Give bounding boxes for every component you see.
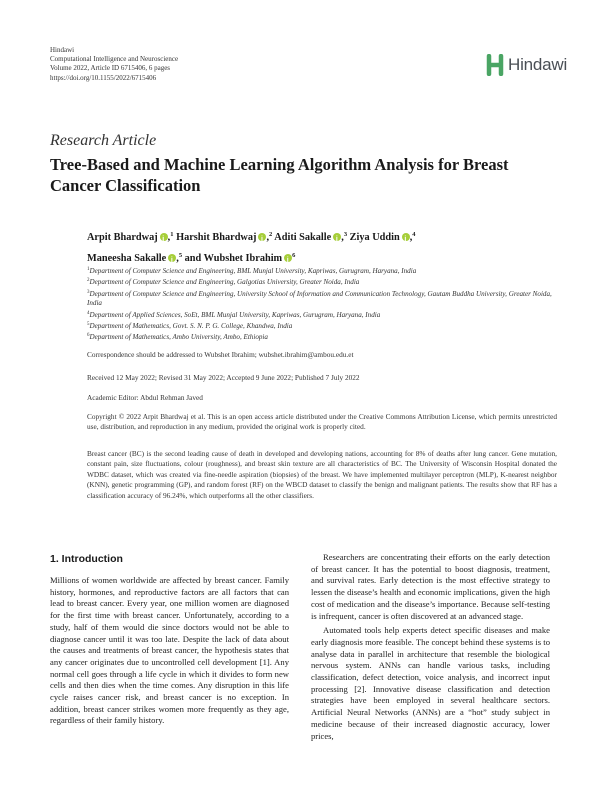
author-list: Arpit Bhardwaji ,$^1$ Harshit Bhardwaji ,$^2$ Aditi Sakallei ,$^3$ Ziya Uddini ,$^4$ Maneesha Sakallei ,$^5$ and Wubshet Ibrahimi $^6$ <box>87 226 557 268</box>
affiliation-number: 2 <box>87 278 90 284</box>
affiliation-item <box>87 309 557 320</box>
journal-name: Computational Intelligence and Neuroscience <box>50 55 179 64</box>
doi-link[interactable]: https://doi.org/10.1155/2022/6715406 <box>50 73 157 82</box>
author-affiliation-number: 1 <box>170 231 174 238</box>
orcid-icon[interactable] <box>333 233 341 241</box>
author-name[interactable]: Harshit Bhardwaj <box>176 232 257 243</box>
orcid-icon[interactable] <box>284 254 292 262</box>
orcid-icon[interactable] <box>160 233 168 241</box>
paragraph: Researchers are concentrating their efforts on the early detection of breast cancer. It has the potential to boost diagnosis, treatment, and survival rates. Early detection is the most effective strategy to lessen the disease’s health and economic implications, given the high cost of medication and the disease’s importance. Because self-testing is infrequent, cancer is often discovered at an advanced stage. <box>311 552 550 621</box>
author-name[interactable]: Maneesha Sakalle <box>87 253 167 264</box>
hindawi-logo-icon <box>486 54 504 76</box>
author-name[interactable]: Wubshet Ibrahim <box>203 253 283 264</box>
author-conjunction: and <box>184 253 202 264</box>
section-heading: 1. Introduction <box>50 553 123 565</box>
author-name[interactable]: Aditi Sakalle <box>274 232 332 243</box>
affiliation-text: Department of Mathematics, Govt. S. N. P. G. College, Khandwa, India <box>89 322 293 331</box>
affiliation-item <box>87 265 557 276</box>
publisher-name: Hindawi <box>50 46 75 54</box>
copyright-notice: Copyright © 2022 Arpit Bhardwaj et al. This is an open access article distributed under the Creative Commons Attribution License, which permits unrestricted use, distribution, and reproduction in any medium, provided the original work is properly cited. <box>87 412 557 432</box>
affiliation-number: 1 <box>87 267 90 272</box>
affiliation-item <box>87 276 557 287</box>
logo-text: Hindawi <box>508 55 568 74</box>
affiliation-number: 4 <box>87 310 90 316</box>
journal-header <box>50 46 178 83</box>
affiliation-text: Department of Computer Science and Engineering, University School of Information and Communication Technology, Gautam Buddha University, Greater Noida, India <box>87 289 552 308</box>
orcid-icon[interactable] <box>258 233 266 241</box>
hindawi-logo[interactable] <box>486 54 567 76</box>
author-affiliation-number: 2 <box>269 231 273 238</box>
article-type: Research Article <box>50 132 157 149</box>
abstract: Breast cancer (BC) is the second leading cause of death in developed and developing nations, accounting for 8% of deaths after lung cancer. Gene mutation, constant pain, size fluctuations, colour (roughness), and breast skin texture are all characteristics of BC. The University of Wisconsin Hospital donated the WDBC dataset, which was created via fine-needle aspiration (biopsies) of the breast. We have implemented multilayer perceptron (MLP), K-nearest neighbor (KNN), genetic programming (GP), and random forest (RF) on the WBCD dataset to classify the benign and malignant patients. The results show that RF has a classification accuracy of 96.24%, which outperforms all the other classifiers. <box>87 449 557 500</box>
correspondence: Correspondence should be addressed to Wubshet Ibrahim; wubshet.ibrahim@ambou.edu.et <box>87 350 354 359</box>
author-affiliation-number: 3 <box>343 231 348 238</box>
affiliation-item <box>87 288 557 309</box>
author-name[interactable]: Ziya Uddin <box>349 232 400 243</box>
author-affiliation-number: 6 <box>292 252 296 259</box>
affiliation-number: 5 <box>87 322 90 328</box>
affiliation-text: Department of Mathematics, Ambo University, Ambo, Ethiopia <box>89 333 268 342</box>
volume-info: Volume 2022, Article ID 6715406, 6 pages <box>50 64 171 73</box>
paper-title: Tree-Based and Machine Learning Algorithm Analysis for Breast Cancer Classification <box>50 155 509 195</box>
author-name[interactable]: Arpit Bhardwaj <box>87 232 158 243</box>
affiliation-item <box>87 331 557 342</box>
affiliation-number: 3 <box>87 289 90 295</box>
affiliation-item <box>87 320 557 331</box>
orcid-icon[interactable] <box>168 254 176 262</box>
affiliation-number: 6 <box>87 333 90 339</box>
publication-dates: Received 12 May 2022; Revised 31 May 2022; Accepted 9 June 2022; Published 7 July 2022 <box>87 373 360 382</box>
paragraph: Automated tools help experts detect specific diseases and make early diagnosis more feasible. The concept behind these systems is to analyse data in parallel in architecture that resemble the biological nervous system. ANNs can handle various tasks, including classification, defect detection, voice analysis, and incorrect input processing [2]. Innovative disease classification and detection strategies have been employed in several healthcare sectors. Artificial Neural Networks (ANNs) are a “hot” study subject in medicine because of their increased diagnostic accuracy, lower prices, <box>311 625 550 741</box>
affiliation-text: Department of Computer Science and Engineering, Galgotias University, Greater Noida, India <box>89 278 360 287</box>
body-column-right <box>311 552 550 742</box>
affiliation-text: Department of Computer Science and Engineering, BML Munjal University, Kapriwas, Gurugram, Haryana, India <box>89 267 417 275</box>
paragraph: Millions of women worldwide are affected by breast cancer. Family history, hormones, and reproductive factors are all factors that can lead to breast cancer. Every year, one million women are diagnosed for the first time with breast cancer. Unfortunately, according to a study, half of them would die since doctors would not be able to diagnose cancer until it was too late. Despite the lack of data about the causes and treatments of breast cancer, the hypothesis states that any cancer originates due to uncontrolled cell development [1]. Any normal cell goes through a life cycle in which it divides to form new cells and then dies when the time comes. Any disruption in this life cycle raises cancer risk, and breast cancer is no exception. In addition, breast cancer strikes women more frequently as they age, regardless of their family history. <box>50 575 289 726</box>
author-affiliation-number: 4 <box>412 231 416 238</box>
orcid-icon[interactable] <box>402 233 410 241</box>
body-column-left <box>50 575 289 727</box>
affiliation-text: Department of Applied Sciences, SoEt, BML Munjal University, Kapriwas, Gurugram, Haryana, India <box>89 310 381 319</box>
author-affiliation-number: 5 <box>178 252 183 259</box>
affiliation-list <box>87 265 557 343</box>
academic-editor: Academic Editor: Abdul Rehman Javed <box>87 393 203 402</box>
